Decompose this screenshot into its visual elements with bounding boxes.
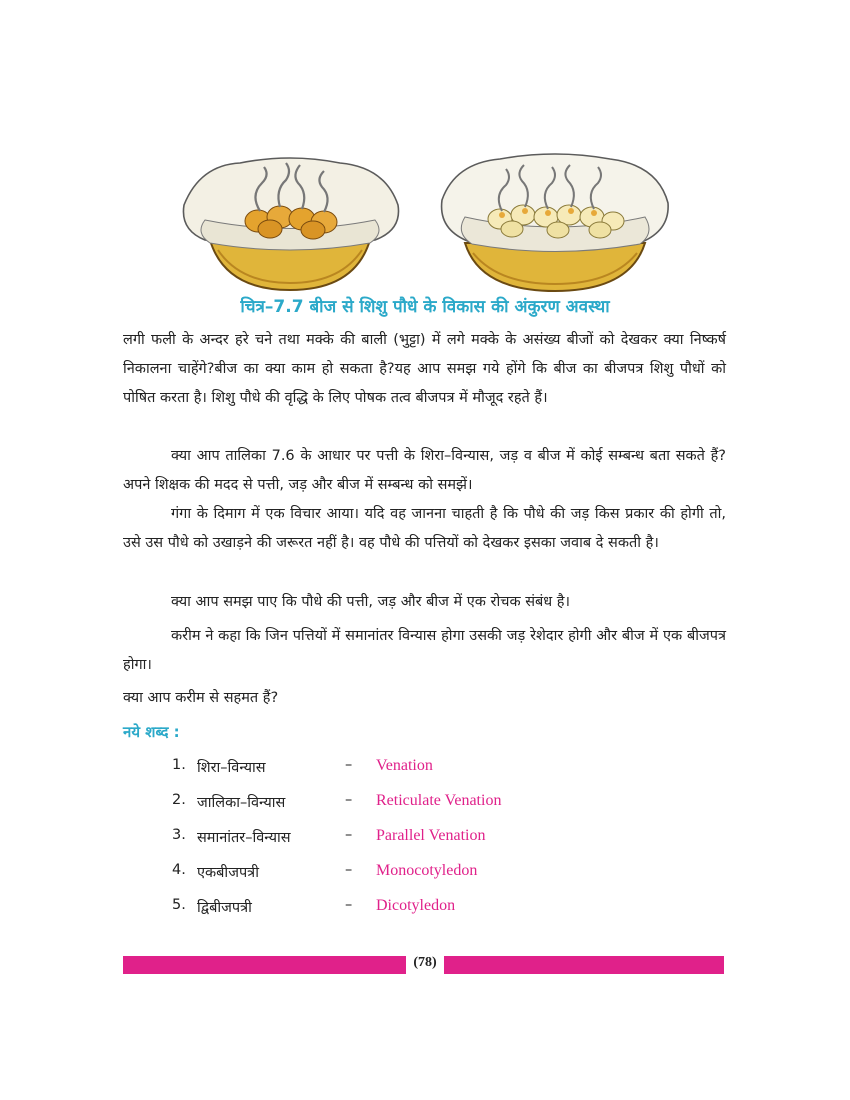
glossary-row <box>0 757 850 781</box>
glossary-english-term: Dicotyledon <box>376 897 456 914</box>
right-bowl-with-maize <box>442 154 669 291</box>
figure-caption: चित्र–7.7 बीज से शिशु पौधे के विकास की अंकुरण अवस्था <box>240 297 610 317</box>
page-number: (78) <box>413 955 437 970</box>
glossary-row <box>0 862 850 886</box>
germination-illustration <box>180 145 670 293</box>
glossary-dash: – <box>345 897 353 913</box>
footer-bar-right <box>444 956 724 974</box>
body-paragraph: गंगा के दिमाग में एक विचार आया। यदि वह जानना चाहती है कि पौधे की जड़ किस प्रकार की होगी तो, उसे उस पौधे को उखाड़ने की जरूरत नहीं है। वह पौधे की पत्तियों को देखकर इसका जवाब दे सकती है। <box>123 506 726 551</box>
glossary-number: 5. <box>172 897 186 913</box>
glossary-hindi-term: समानांतर–विन्यास <box>197 830 291 846</box>
germination-bowls-svg <box>180 145 670 293</box>
glossary-english-term: Monocotyledon <box>376 862 478 879</box>
glossary-row <box>0 827 850 851</box>
body-paragraph: करीम ने कहा कि जिन पत्तियों में समानांतर विन्यास होगा उसकी जड़ रेशेदार होगी और बीज में एक बीजपत्र होगा। <box>123 628 726 673</box>
glossary-hindi-term: शिरा–विन्यास <box>197 760 266 776</box>
body-paragraph: क्या आप तालिका 7.6 के आधार पर पत्ती के शिरा–विन्यास, जड़ व बीज में कोई सम्बन्ध बता सकते हैं?अपने शिक्षक की मदद से पत्ती, जड़ और बीज में सम्बन्ध को समझें। <box>123 448 726 493</box>
glossary-number: 2. <box>172 792 186 808</box>
glossary-dash: – <box>345 827 353 843</box>
glossary-hindi-term: जालिका–विन्यास <box>197 795 286 811</box>
left-bowl-with-chickpeas <box>183 158 398 290</box>
glossary-english-term: Parallel Venation <box>376 827 486 844</box>
glossary-english-term: Venation <box>376 757 433 774</box>
body-paragraph: क्या आप करीम से सहमत हैं? <box>123 690 279 706</box>
glossary-dash: – <box>345 862 353 878</box>
glossary-number: 3. <box>172 827 186 843</box>
glossary-dash: – <box>345 792 353 808</box>
glossary-english-term: Reticulate Venation <box>376 792 502 809</box>
glossary-number: 4. <box>172 862 186 878</box>
glossary-hindi-term: एकबीजपत्री <box>197 865 259 881</box>
glossary-row <box>0 897 850 921</box>
glossary-dash: – <box>345 757 353 773</box>
glossary-hindi-term: द्विबीजपत्री <box>197 900 252 916</box>
body-paragraph: क्या आप समझ पाए कि पौधे की पत्ती, जड़ और बीज में एक रोचक संबंध है। <box>171 594 570 610</box>
footer-bar-left <box>123 956 406 974</box>
body-paragraph: लगी फली के अन्दर हरे चने तथा मक्के की बाली (भुट्टा) में लगे मक्के के असंख्य बीजों को देखकर क्या निष्कर्ष निकालना चाहेंगे?बीज का क्या काम हो सकता है?यह आप समझ गये होंगे कि बीज का बीजपत्र शिशु पौधों को पोषित करता है। शिशु पौधे की वृद्धि के लिए पोषक तत्व बीजपत्र में मौजूद रहते हैं। <box>123 332 726 406</box>
glossary-number: 1. <box>172 757 186 773</box>
glossary-row <box>0 792 850 816</box>
new-words-heading: नये शब्द : <box>123 723 180 741</box>
